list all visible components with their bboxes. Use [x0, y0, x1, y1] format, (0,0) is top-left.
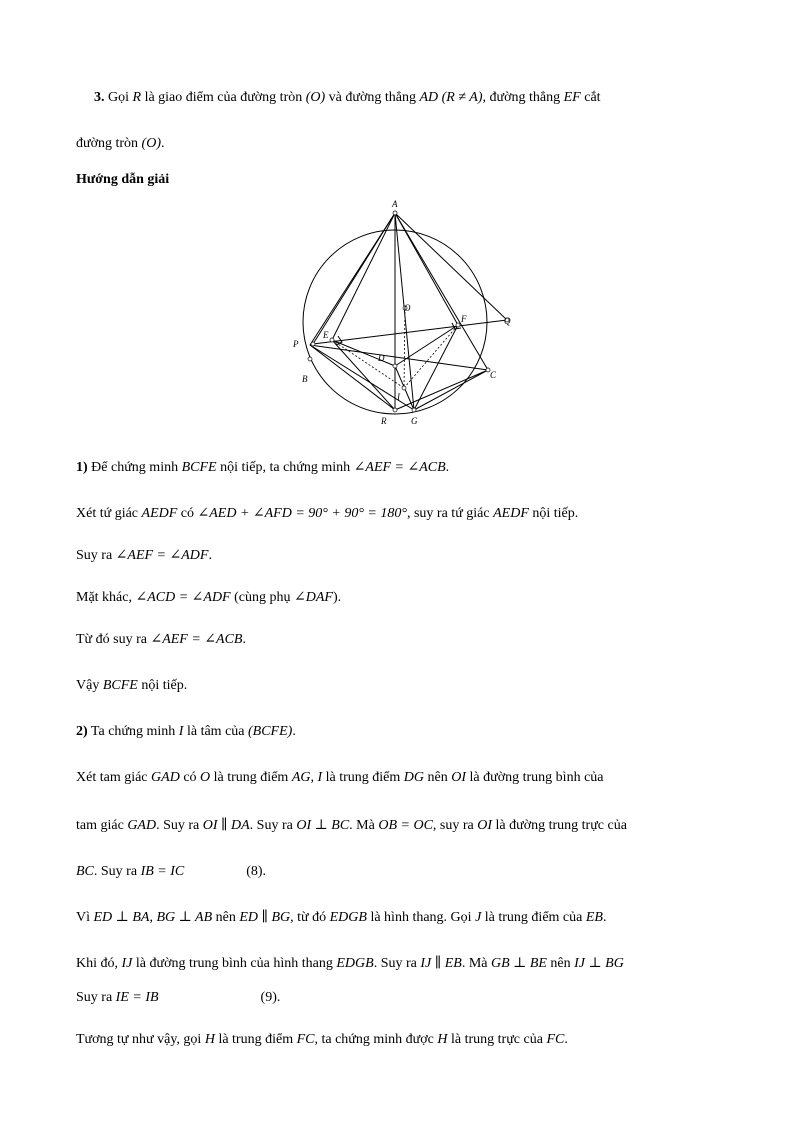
- proof-line-5: Từ đó suy ra ∠AEF = ∠ACB.: [76, 632, 246, 647]
- part2-line: 2) Ta chứng minh I là tâm của (BCFE).: [76, 724, 296, 739]
- proof-line-6: Vậy BCFE nội tiếp.: [76, 678, 188, 693]
- problem-line-2: đường tròn (O).: [76, 136, 165, 151]
- problem-number: 3.: [94, 90, 105, 105]
- part1-line: 1) Để chứng minh BCFE nội tiếp, ta chứng minh ∠AEF = ∠ACB.: [76, 460, 450, 475]
- label-f: F: [461, 314, 467, 324]
- label-p: P: [293, 339, 299, 349]
- label-e: E: [323, 330, 329, 340]
- label-b: B: [302, 374, 308, 384]
- label-r: R: [381, 416, 387, 426]
- label-i: I: [397, 392, 400, 402]
- proof-line-9: tam giác GAD. Suy ra OI ∥ DA. Suy ra OI ⊥ BC. Mà OB = OC, suy ra OI là đường trung trực của: [76, 818, 627, 833]
- label-o: O: [404, 303, 411, 313]
- label-g: G: [411, 416, 418, 426]
- proof-line-3: Suy ra ∠AEF = ∠ADF.: [76, 548, 212, 563]
- proof-line-11: Vì ED ⊥ BA, BG ⊥ AB nên ED ∥ BG, từ đó EDGB là hình thang. Gọi J là trung điểm của EB.: [76, 910, 607, 925]
- problem-line-1: 3. Gọi R là giao điểm của đường tròn (O) và đường thẳng AD (R ≠ A), đường thẳng EF cắt: [94, 90, 601, 105]
- proof-line-12: Khi đó, IJ là đường trung bình của hình thang EDGB. Suy ra IJ ∥ EB. Mà GB ⊥ BE nên IJ ⊥ BG: [76, 956, 624, 971]
- geometry-figure: [280, 196, 520, 432]
- proof-line-8: Xét tam giác GAD có O là trung điểm AG, I là trung điểm DG nên OI là đường trung bình của: [76, 770, 604, 785]
- label-d: D: [378, 353, 385, 363]
- proof-line-14: Tương tự như vậy, gọi H là trung điểm FC, ta chứng minh được H là trung trực của FC.: [76, 1032, 568, 1047]
- label-a: A: [392, 199, 398, 209]
- label-q: Q: [504, 316, 511, 326]
- solution-heading: Hướng dẫn giải: [76, 172, 170, 187]
- proof-line-4: Mặt khác, ∠ACD = ∠ADF (cùng phụ ∠DAF).: [76, 590, 342, 605]
- proof-line-10: BC. Suy ra IB = IC (8).: [76, 864, 267, 879]
- proof-line-2: Xét tứ giác AEDF có ∠AED + ∠AFD = 90° + 90° = 180°, suy ra tứ giác AEDF nội tiếp.: [76, 506, 579, 521]
- label-c: C: [490, 370, 497, 380]
- proof-line-13: Suy ra IE = IB (9).: [76, 990, 281, 1005]
